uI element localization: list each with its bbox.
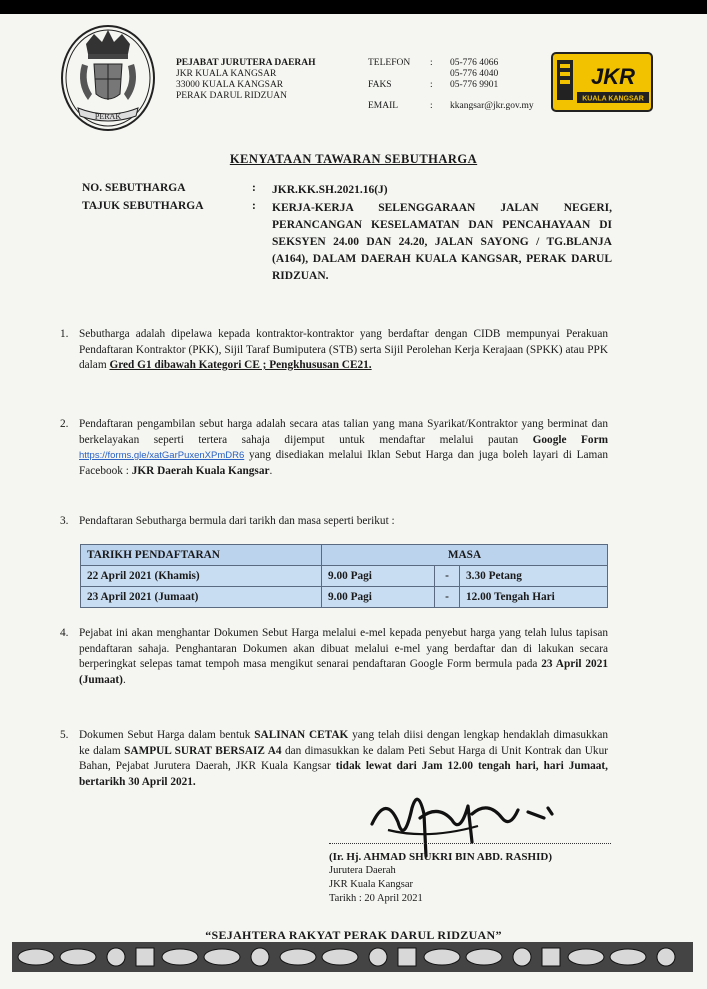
signatory-name: (Ir. Hj. AHMAD SHUKRI BIN ABD. RASHID) <box>329 851 552 863</box>
end-time: 3.30 Petang <box>460 566 608 587</box>
signature-date: Tarikh : 20 April 2021 <box>329 893 423 904</box>
start-time: 9.00 Pagi <box>322 587 435 608</box>
separator: : <box>430 80 433 90</box>
email-row <box>368 101 534 112</box>
clause-text: Pendaftaran Sebutharga bermula dari tarikh dan masa seperti berikut : <box>79 515 395 527</box>
google-form-link[interactable]: https://forms.gle/xatGarPuxenXPmDR6 <box>79 450 245 461</box>
quotation-number-value: JKR.KK.SH.2021.16(J) <box>272 184 388 196</box>
office-address <box>176 58 316 102</box>
end-time: 12.00 Tengah Hari <box>460 587 608 608</box>
page-title: KENYATAAN TAWARAN SEBUTHARGA <box>229 152 478 166</box>
clause-number: 3. <box>60 515 69 527</box>
table-row <box>81 587 608 608</box>
clause-number: 1. <box>60 328 69 340</box>
clause-number: 5. <box>60 729 69 741</box>
clause-text: Dokumen Sebut Harga dalam bentuk <box>79 729 255 741</box>
start-time: 9.00 Pagi <box>322 566 435 587</box>
signatory-position: Jurutera Daerah <box>329 865 396 876</box>
quotation-title-value: KERJA-KERJA SELENGGARAAN JALAN NEGERI, PERANCANGAN KESELAMATAN DAN PENCAHAYAAN DI SEKSYEN 24.00 DAN 24.20, JALAN SAYONG / TG.BLANJA (A164), DALAM DAERAH KUALA KANGSAR, PERAK DARUL RIDZUAN. <box>272 202 612 282</box>
clause-1 <box>60 327 608 374</box>
quotation-title-label: TAJUK SEBUTHARGA <box>82 200 204 212</box>
clause-text: yang disediakan melalui Iklan Sebut Harga dan juga boleh layari di Laman Facebook : <box>79 449 608 477</box>
table-row <box>81 566 608 587</box>
office-line-3: PERAK DARUL RIDZUAN <box>176 91 288 101</box>
signature-block <box>329 850 552 906</box>
quotation-title-row <box>82 200 612 285</box>
time-separator: - <box>435 587 460 608</box>
telephone-label: TELEFON <box>368 58 411 68</box>
fax-label: FAKS <box>368 80 392 90</box>
document-page <box>0 14 707 989</box>
jkr-logo-text: JKR <box>590 64 636 89</box>
facebook-page-name: JKR Daerah Kuala Kangsar <box>131 464 270 477</box>
signature-line <box>329 843 611 844</box>
clause-bold: tidak lewat dari Jam 12.00 tengah hari, hari Jumaat, bertarikh 30 April 2021. <box>79 760 609 788</box>
clause-bold: Gred G1 dibawah Kategori CE ; Pengkhususan CE21. <box>109 359 372 371</box>
telephone-number: 05-776 4040 <box>450 69 499 79</box>
office-name: PEJABAT JURUTERA DAERAH <box>176 58 316 68</box>
email-address[interactable]: kkangsar@jkr.gov.my <box>450 101 534 111</box>
column-header-time: MASA <box>322 545 608 566</box>
clause-number: 4. <box>60 627 69 639</box>
separator: : <box>252 200 256 212</box>
clause-text: dan dimasukkan ke dalam Peti Sebut Harga di Unit Kontrak dan Ukur Bahan, Pejabat Jurutera Daerah, JKR Kuala Kangsar <box>79 744 608 772</box>
jkr-logo-subtext: KUALA KANGSAR <box>582 95 644 103</box>
column-header-date: TARIKH PENDAFTARAN <box>81 545 322 566</box>
separator: : <box>430 58 433 68</box>
table-header-row <box>81 545 608 566</box>
motto: “SEJAHTERA RAKYAT PERAK DARUL RIDZUAN” <box>205 928 502 942</box>
clause-4 <box>60 626 608 688</box>
crest-label: PERAK <box>94 112 122 121</box>
separator: : <box>252 182 256 194</box>
clause-bold: 23 April 2021 (Jumaat) <box>79 658 608 686</box>
clause-3 <box>60 514 608 530</box>
clause-2 <box>60 417 608 479</box>
perak-crest-emblem <box>58 24 158 136</box>
clause-text: Pejabat ini akan menghantar Dokumen Sebut Harga melalui e-mel kepada penyebut harga yang telah lulus tapisan pendaftaran sahaja. Penghantaran Dokumen akan dibuat melalui e-mel yang berdaftar dan di lakukan secara berperingkat selepas tamat tempoh masa mengikut senarai pendaftaran Google Form bermula pada <box>79 627 608 670</box>
contact-block <box>368 58 534 112</box>
clause-end: . <box>269 464 273 477</box>
registration-date: 22 April 2021 (Khamis) <box>81 566 322 587</box>
registration-schedule-table <box>80 544 608 608</box>
clause-text: Sebutharga adalah dipelawa kepada kontraktor-kontraktor yang berdaftar dengan CIDB mempunyai Perakuan Pendaftaran Kontraktor (PKK), Sijil Taraf Bumiputera (STB) serta Sijil Perolehan Kerja Kerajaan (SPKK) atau PPK dalam <box>79 328 608 371</box>
decorative-border <box>12 942 693 972</box>
office-line-1: JKR KUALA KANGSAR <box>176 69 277 79</box>
quotation-number-label: NO. SEBUTHARGA <box>82 182 186 194</box>
quotation-number-row <box>82 182 612 199</box>
office-line-2: 33000 KUALA KANGSAR <box>176 80 284 90</box>
clause-text: yang telah diisi dengan lengkap hendaklah dimasukkan ke dalam <box>79 729 608 757</box>
signatory-office: JKR Kuala Kangsar <box>329 879 413 890</box>
clause-bold: SALINAN CETAK <box>254 729 349 741</box>
telephone-row <box>368 58 534 80</box>
clause-bold: Google Form <box>532 433 608 446</box>
fax-number: 05-776 9901 <box>450 80 499 90</box>
email-label: EMAIL <box>368 101 399 111</box>
fax-row <box>368 80 534 91</box>
clause-number: 2. <box>60 418 69 430</box>
registration-date: 23 April 2021 (Jumaat) <box>81 587 322 608</box>
time-separator: - <box>435 566 460 587</box>
jkr-logo <box>551 52 653 112</box>
clause-text: Pendaftaran pengambilan sebut harga adalah secara atas talian yang mana Syarikat/Kontraktor yang berminat dan berkelayakan seperti tertera sahaja dijemput untuk mendaftar melalui pautan <box>79 418 608 446</box>
clause-end: . <box>122 673 126 686</box>
separator: : <box>430 101 433 111</box>
clause-bold: SAMPUL SURAT BERSAIZ A4 <box>124 744 282 757</box>
quotation-meta <box>82 182 612 285</box>
clause-5 <box>60 728 608 790</box>
telephone-number: 05-776 4066 <box>450 58 499 68</box>
